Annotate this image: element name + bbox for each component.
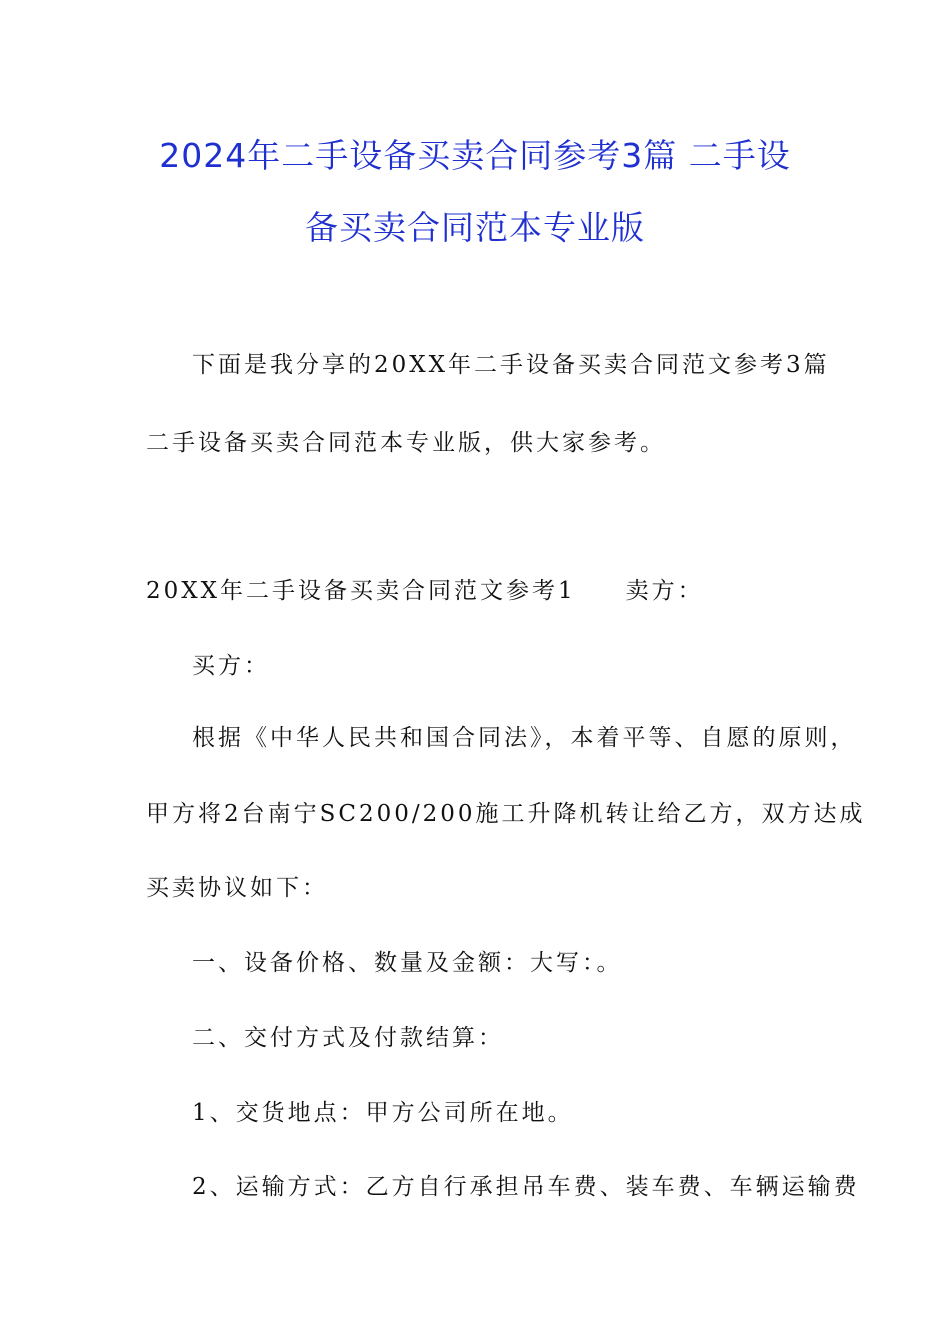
intro-line-1: 下面是我分享的20XX年二手设备买卖合同范文参考3篇 — [192, 352, 830, 378]
contract-heading: 20XX年二手设备买卖合同范文参考1 — [146, 578, 576, 604]
paragraph-line-3: 买卖协议如下： — [146, 875, 328, 901]
clause-two-item-2: 2、运输方式：乙方自行承担吊车费、装车费、车辆运输费 — [192, 1174, 860, 1200]
paragraph-line-1: 根据《中华人民共和国合同法》，本着平等、自愿的原则， — [192, 725, 857, 751]
document-title-line-2: 备买卖合同范本专业版 — [305, 208, 645, 247]
contract-heading-row — [146, 572, 704, 605]
clause-two-item-1: 1、交货地点：甲方公司所在地。 — [192, 1100, 574, 1126]
clause-two: 二、交付方式及付款结算： — [192, 1025, 504, 1051]
paragraph-line-2: 甲方将2台南宁SC200/200施工升降机转让给乙方，双方达成 — [146, 801, 866, 827]
seller-label: 卖方： — [625, 578, 704, 604]
document-title-line-1: 2024年二手设备买卖合同参考3篇 二手设 — [159, 136, 791, 175]
clause-one: 一、设备价格、数量及金额：大写：。 — [192, 950, 623, 976]
intro-line-2: 二手设备买卖合同范本专业版，供大家参考。 — [146, 430, 666, 456]
buyer-label: 买方： — [192, 653, 270, 679]
